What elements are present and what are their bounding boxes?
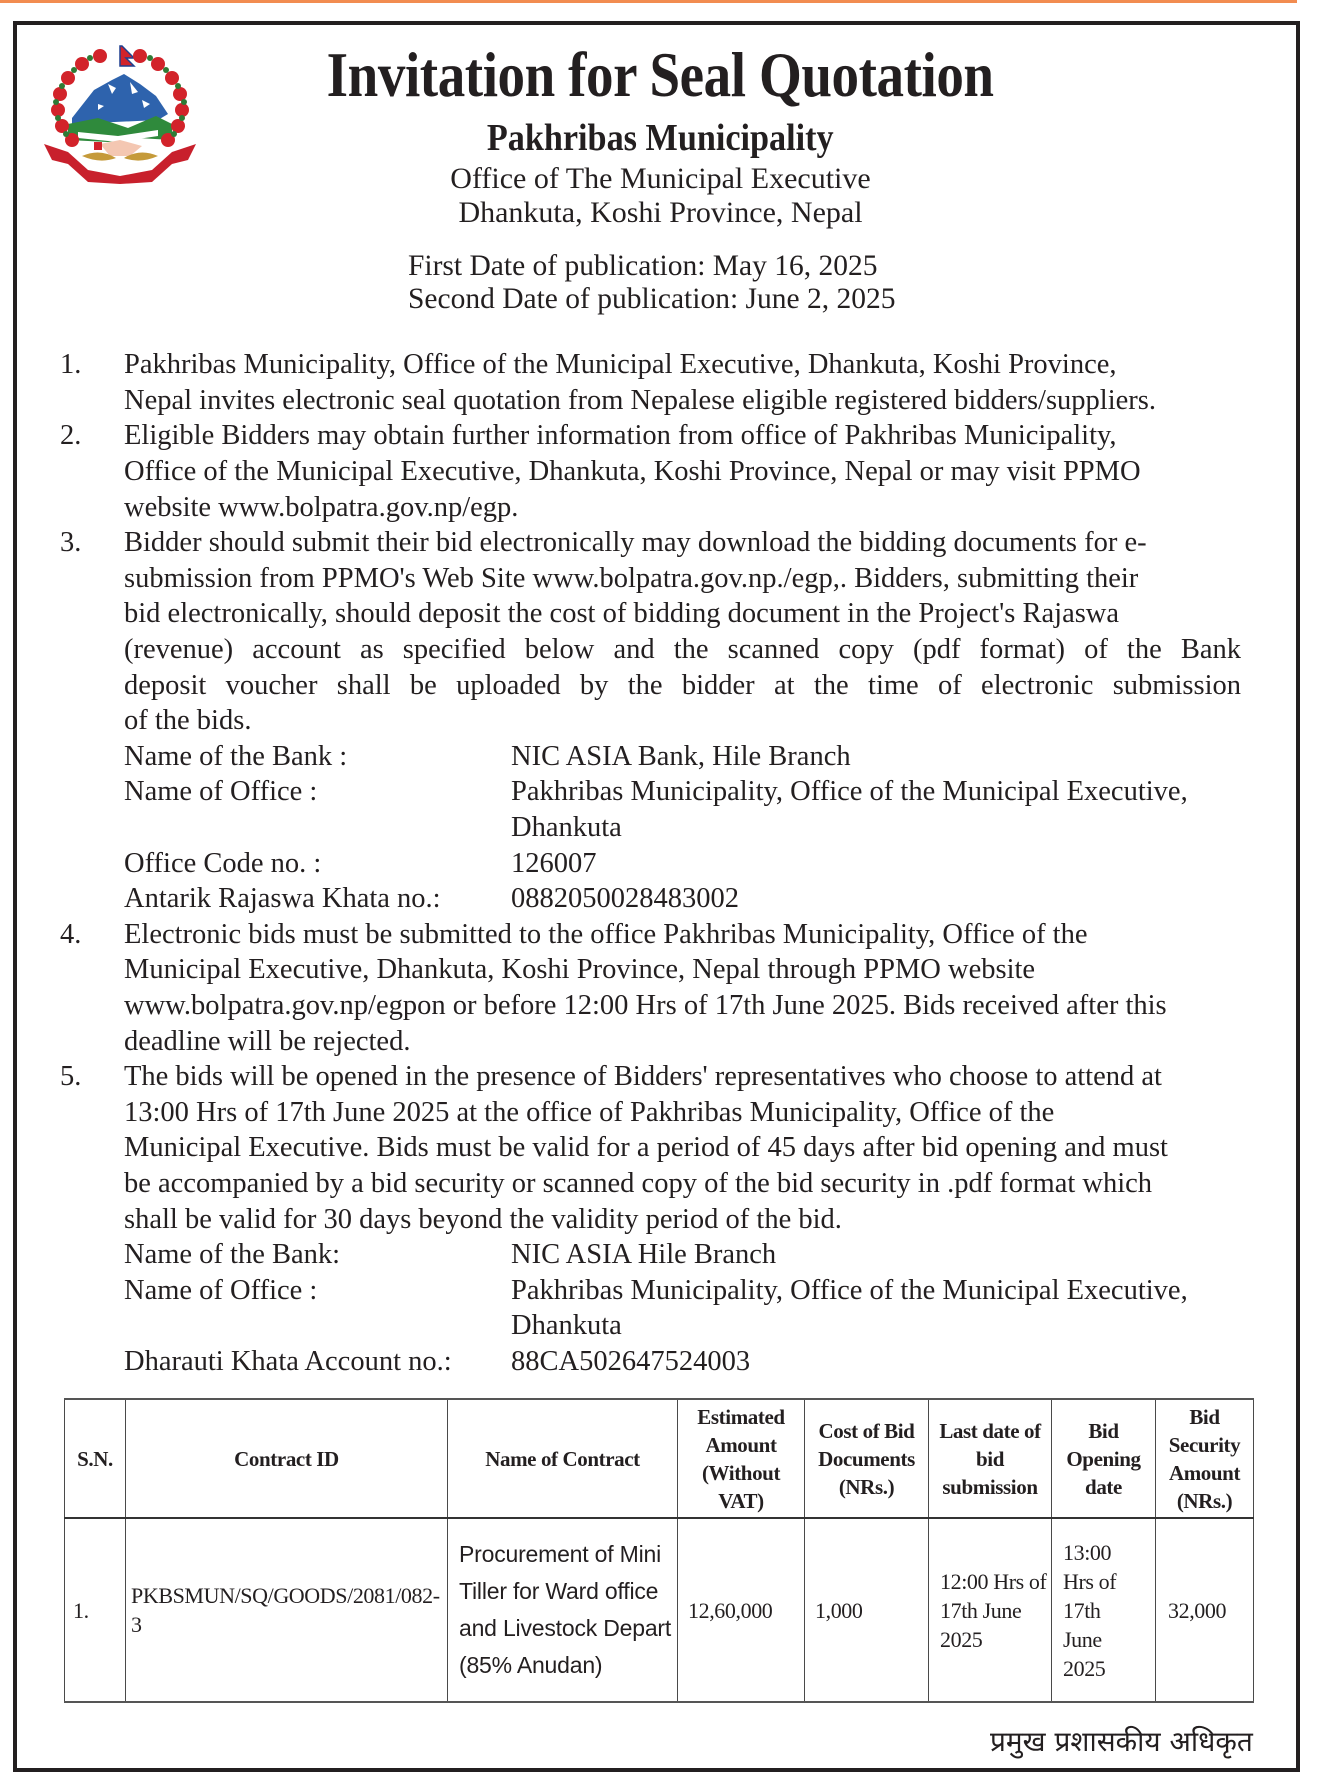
second-publication-date: Second Date of publication: June 2, 2025: [408, 283, 896, 315]
item-5-line-1: The bids will be opened in the presence of Bidders' representatives who choose to attend at: [124, 1061, 1162, 1092]
office-label: Name of Office :: [124, 776, 318, 807]
security-office-value-cont: Dhankuta: [511, 1310, 622, 1341]
security-office-value: Pakhribas Municipality, Office of the Municipal Executive,: [511, 1275, 1188, 1306]
office-code-value: 126007: [511, 848, 597, 879]
top-accent-line: [0, 0, 1297, 3]
item-4-line-3: www.bolpatra.gov.np/egpon or before 12:00 Hrs of 17th June 2025. Bids received after this: [124, 990, 1167, 1021]
header-sn: S.N.: [65, 1399, 126, 1518]
header-bid-security: Bid Security Amount (NRs.): [1156, 1399, 1254, 1518]
bank-label: Name of the Bank :: [124, 741, 348, 772]
header-bid-document-cost: Cost of Bid Documents (NRs.): [805, 1399, 929, 1518]
item-3-line-6: of the bids.: [124, 705, 252, 736]
item-4-line-4: deadline will be rejected.: [124, 1026, 411, 1057]
office-name: Office of The Municipal Executive: [450, 162, 871, 195]
deposit-account-value: 88CA502647524003: [511, 1346, 751, 1377]
security-bank-label: Name of the Bank:: [124, 1239, 341, 1270]
item-3-line-5: deposit voucher shall be uploaded by the bidder at the time of electronic submission: [124, 670, 1241, 701]
cell-sn: 1.: [65, 1518, 126, 1702]
security-bank-value: NIC ASIA Hile Branch: [511, 1239, 777, 1270]
item-5-line-2: 13:00 Hrs of 17th June 2025 at the office of Pakhribas Municipality, Office of the: [124, 1097, 1055, 1128]
item-3-line-4: (revenue) account as specified below and the scanned copy (pdf format) of the Bank: [124, 634, 1241, 665]
item-5-line-4: be accompanied by a bid security or scanned copy of the bid security in .pdf format which: [124, 1168, 1153, 1199]
item-2-line-1: Eligible Bidders may obtain further information from office of Pakhribas Municipality,: [124, 420, 1117, 451]
cell-bid-opening-date: 13:00 Hrs of 17th June 2025: [1052, 1518, 1156, 1702]
cell-bid-security: 32,000: [1156, 1518, 1254, 1702]
item-2-line-3: website www.bolpatra.gov.np/egp.: [124, 492, 519, 523]
item-number: 1.: [60, 349, 82, 380]
organization-name: Pakhribas Municipality: [486, 117, 834, 159]
cell-contract-id: PKBSMUN/SQ/GOODS/2081/082-3: [126, 1518, 448, 1702]
item-number: 5.: [60, 1061, 82, 1092]
item-number: 4.: [60, 919, 82, 950]
cell-estimated-amount: 12,60,000: [678, 1518, 805, 1702]
header-contract-id: Contract ID: [126, 1399, 448, 1518]
item-4-line-2: Municipal Executive, Dhankuta, Koshi Province, Nepal through PPMO website: [124, 954, 1036, 985]
table-row: [65, 1518, 1254, 1702]
page-title: Invitation for Seal Quotation: [326, 39, 994, 110]
office-value-cont: Dhankuta: [511, 812, 622, 843]
tender-table: [64, 1398, 1254, 1703]
item-1-line-1: Pakhribas Municipality, Office of the Municipal Executive, Dhankuta, Koshi Province,: [124, 349, 1117, 380]
cell-last-submission-date: 12:00 Hrs of 17th June 2025: [929, 1518, 1052, 1702]
revenue-account-value: 0882050028483002: [511, 883, 739, 914]
item-4-line-1: Electronic bids must be submitted to the office Pakhribas Municipality, Office of the: [124, 919, 1088, 950]
bank-value: NIC ASIA Bank, Hile Branch: [511, 741, 851, 772]
deposit-account-label: Dharauti Khata Account no.:: [124, 1346, 452, 1377]
item-number: 2.: [60, 420, 82, 451]
cell-bid-document-cost: 1,000: [805, 1518, 929, 1702]
office-location: Dhankuta, Koshi Province, Nepal: [458, 196, 863, 229]
first-publication-date: First Date of publication: May 16, 2025: [408, 250, 878, 282]
item-5-line-3: Municipal Executive. Bids must be valid for a period of 45 days after bid opening and must: [124, 1132, 1168, 1163]
security-office-label: Name of Office :: [124, 1275, 318, 1306]
header-bid-opening-date: Bid Opening date: [1052, 1399, 1156, 1518]
cell-contract-name: Procurement of Mini Tiller for Ward office and Livestock Depart (85% Anudan): [448, 1518, 678, 1702]
office-value: Pakhribas Municipality, Office of the Municipal Executive,: [511, 776, 1188, 807]
item-3-line-2: submission from PPMO's Web Site www.bolpatra.gov.np./egp,. Bidders, submitting their: [124, 563, 1139, 594]
item-3-line-1: Bidder should submit their bid electronically may download the bidding documents for e-: [124, 527, 1147, 558]
item-1-line-2: Nepal invites electronic seal quotation from Nepalese eligible registered bidders/suppliers.: [124, 385, 1156, 416]
header-estimated-amount: Estimated Amount (Without VAT): [678, 1399, 805, 1518]
signature-title: प्रमुख प्रशासकीय अधिकृत: [990, 1725, 1253, 1758]
office-code-label: Office Code no. :: [124, 848, 322, 879]
item-2-line-2: Office of the Municipal Executive, Dhankuta, Koshi Province, Nepal or may visit PPMO: [124, 456, 1141, 487]
header-contract-name: Name of Contract: [448, 1399, 678, 1518]
revenue-account-label: Antarik Rajaswa Khata no.:: [124, 883, 441, 914]
item-number: 3.: [60, 527, 82, 558]
item-5-line-5: shall be valid for 30 days beyond the validity period of the bid.: [124, 1204, 842, 1235]
header-last-submission-date: Last date of bid submission: [929, 1399, 1052, 1518]
item-3-line-3: bid electronically, should deposit the cost of bidding document in the Project's Rajaswa: [124, 598, 1120, 629]
table-header-row: [65, 1399, 1254, 1518]
